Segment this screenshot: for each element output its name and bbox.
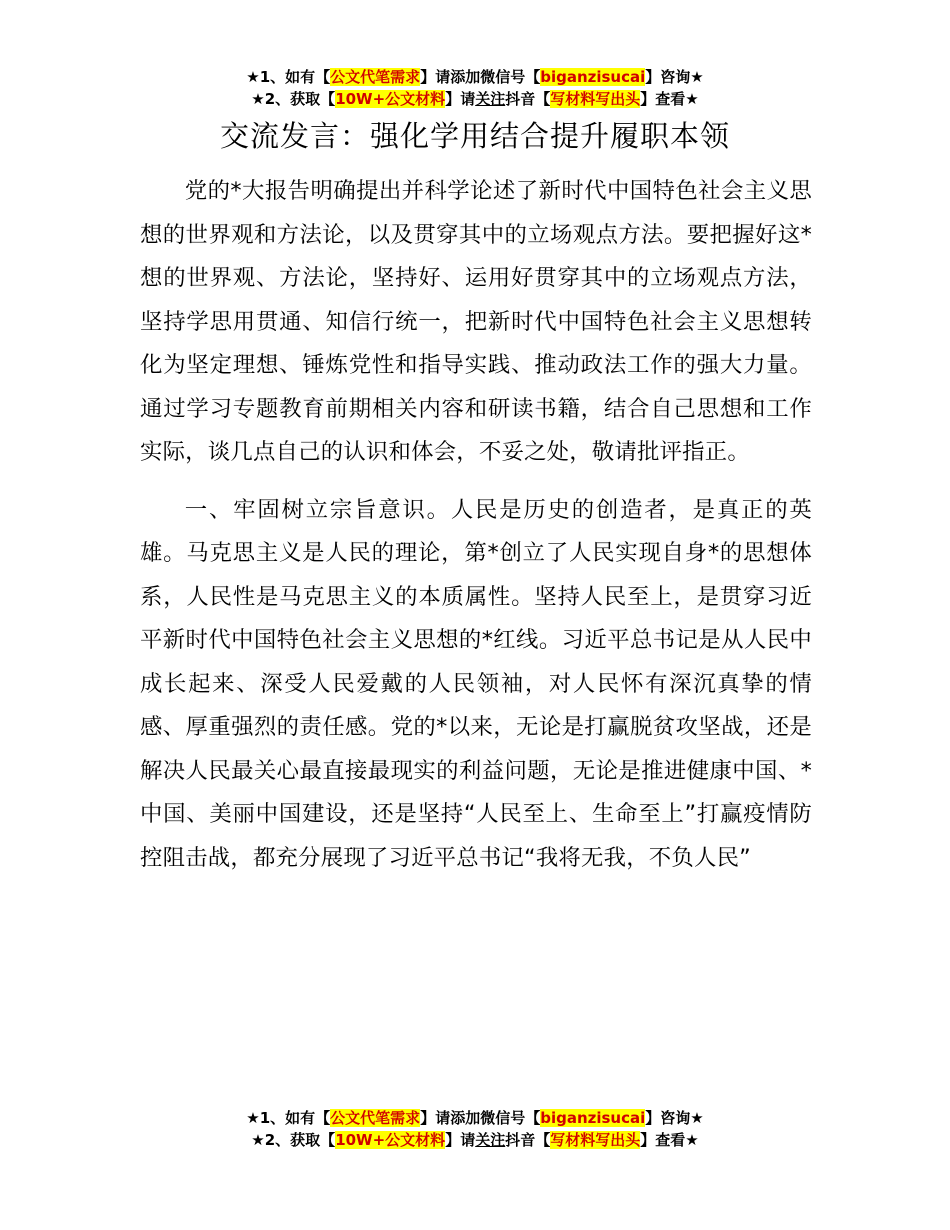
- promo-text: ★1、如有【: [246, 1109, 331, 1127]
- promo-text: 】请添加微信号【: [420, 68, 541, 86]
- promo-highlight: 10W+公文材料: [335, 90, 446, 108]
- promo-line-1: [0, 1107, 950, 1129]
- promo-text: 】查看★: [640, 90, 699, 108]
- promo-text: 】请: [445, 1131, 476, 1149]
- promo-text: ★2、获取【: [251, 90, 336, 108]
- wechat-id-highlight: biganzisucai: [540, 68, 646, 86]
- body-paragraph: 一、牢固树立宗旨意识。人民是历史的创造者，是真正的英雄。马克思主义是人民的理论，第*创立了人民实现自身*的思想体系，人民性是马克思主义的本质属性。坚持人民至上，是贯穿习近平新时代中国特色社会主义思想的*红线。习近平总书记是从人民中成长起来、深受人民爱戴的人民领袖，对人民怀有深沉真挚的情感、厚重强烈的责任感。党的*以来，无论是打赢脱贫攻坚战，还是解决人民最关心最直接最现实的利益问题，无论是推进健康中国、*中国、美丽中国建设，还是坚持“人民至上、生命至上”打赢疫情防控阻击战，都充分展现了习近平总书记“我将无我，不负人民”: [140, 496, 812, 871]
- promo-text: ★1、如有【: [246, 68, 331, 86]
- document-body: [140, 170, 812, 880]
- promo-line-2: [0, 88, 950, 110]
- promo-text: 】请添加微信号【: [420, 1109, 541, 1127]
- body-paragraph: 党的*大报告明确提出并科学论述了新时代中国特色社会主义思想的世界观和方法论，以及贯穿其中的立场观点方法。要把握好这*想的世界观、方法论，坚持好、运用好贯穿其中的立场观点方法，坚持学思用贯通、知信行统一，把新时代中国特色社会主义思想转化为坚定理想、锤炼党性和指导实践、推动政法工作的强大力量。通过学习专题教育前期相关内容和研读书籍，结合自己思想和工作实际，谈几点自己的认识和体会，不妥之处，敬请批评指正。: [140, 178, 812, 465]
- promo-highlight: 公文代笔需求: [330, 68, 421, 86]
- wechat-id-highlight: biganzisucai: [540, 1109, 646, 1127]
- promo-highlight: 10W+公文材料: [335, 1131, 446, 1149]
- promo-text: 】查看★: [640, 1131, 699, 1149]
- promo-underlined-text: 关注: [475, 90, 506, 108]
- promo-text: 】咨询★: [645, 68, 704, 86]
- promo-text: ★2、获取【: [251, 1131, 336, 1149]
- promo-underlined-text: 关注: [475, 1131, 506, 1149]
- promo-text: 抖音【: [505, 1131, 551, 1149]
- promo-banner-bottom: [0, 1107, 950, 1151]
- promo-text: 】请: [445, 90, 476, 108]
- promo-line-1: [0, 66, 950, 88]
- promo-banner-top: [0, 66, 950, 110]
- document-title: 交流发言：强化学用结合提升履职本领: [219, 119, 730, 153]
- promo-highlight: 公文代笔需求: [330, 1109, 421, 1127]
- promo-line-2: [0, 1129, 950, 1151]
- promo-text: 】咨询★: [645, 1109, 704, 1127]
- douyin-account-highlight: 写材料写出头: [550, 90, 641, 108]
- promo-text: 抖音【: [505, 90, 551, 108]
- douyin-account-highlight: 写材料写出头: [550, 1131, 641, 1149]
